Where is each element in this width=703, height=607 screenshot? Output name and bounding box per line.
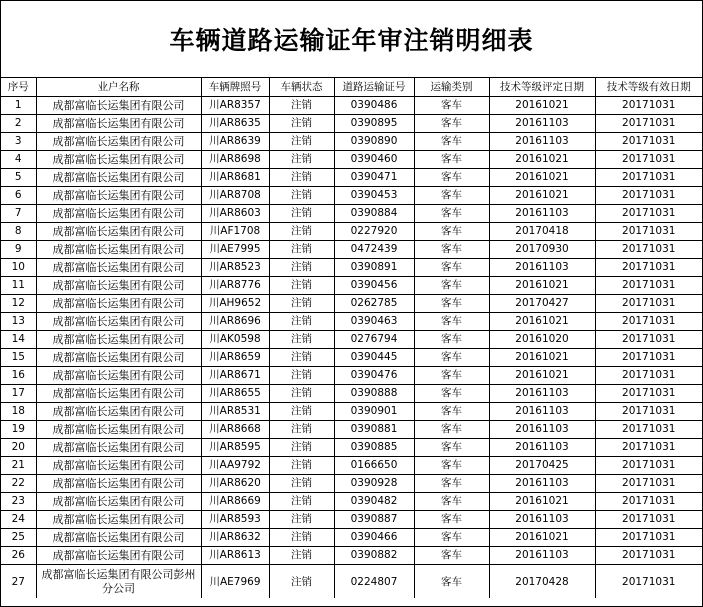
cell-status: 注销 [269, 97, 334, 115]
cell-plate: 川AR8531 [201, 403, 269, 421]
cell-status: 注销 [269, 187, 334, 205]
table-row [1, 187, 702, 205]
cell-plate: 川AR8698 [201, 151, 269, 169]
cell-eval-date: 20161103 [489, 385, 595, 403]
cell-owner: 成都富临长运集团有限公司 [36, 259, 201, 277]
cell-owner: 成都富临长运集团有限公司 [36, 277, 201, 295]
cell-eval-date: 20170427 [489, 295, 595, 313]
page-title: 车辆道路运输证年审注销明细表 [1, 1, 702, 78]
cell-eval-date: 20161103 [489, 259, 595, 277]
cell-category: 客车 [414, 475, 489, 493]
cell-owner: 成都富临长运集团有限公司 [36, 169, 201, 187]
cell-plate: 川AA9792 [201, 457, 269, 475]
cell-category: 客车 [414, 97, 489, 115]
cell-valid-date: 20171031 [595, 349, 702, 367]
cell-category: 客车 [414, 421, 489, 439]
header-row [1, 78, 702, 97]
table-row [1, 97, 702, 115]
cell-category: 客车 [414, 187, 489, 205]
cell-eval-date: 20161021 [489, 187, 595, 205]
cell-plate: 川AR8613 [201, 547, 269, 565]
table-row [1, 457, 702, 475]
table-row [1, 367, 702, 385]
cell-eval-date: 20161103 [489, 403, 595, 421]
header-index: 序号 [1, 78, 36, 97]
cell-plate: 川AR8659 [201, 349, 269, 367]
cell-eval-date: 20170425 [489, 457, 595, 475]
table-row [1, 421, 702, 439]
cell-plate: 川AR8696 [201, 313, 269, 331]
cell-plate: 川AR8671 [201, 367, 269, 385]
cell-status: 注销 [269, 349, 334, 367]
cell-plate: 川AR8776 [201, 277, 269, 295]
cell-owner: 成都富临长运集团有限公司 [36, 529, 201, 547]
cell-certificate: 0390888 [334, 385, 414, 403]
cell-status: 注销 [269, 295, 334, 313]
cell-eval-date: 20170930 [489, 241, 595, 259]
cell-valid-date: 20171031 [595, 529, 702, 547]
cell-valid-date: 20171031 [595, 475, 702, 493]
cell-status: 注销 [269, 169, 334, 187]
cell-owner: 成都富临长运集团有限公司 [36, 133, 201, 151]
cell-plate: 川AE7995 [201, 241, 269, 259]
cell-valid-date: 20171031 [595, 421, 702, 439]
cell-status: 注销 [269, 511, 334, 529]
cell-index: 15 [1, 349, 36, 367]
cell-status: 注销 [269, 457, 334, 475]
cell-owner: 成都富临长运集团有限公司 [36, 223, 201, 241]
cell-category: 客车 [414, 511, 489, 529]
cell-plate: 川AH9652 [201, 295, 269, 313]
header-eval-date: 技术等级评定日期 [489, 78, 595, 97]
cell-valid-date: 20171031 [595, 169, 702, 187]
table-row [1, 475, 702, 493]
table-row [1, 133, 702, 151]
cell-owner: 成都富临长运集团有限公司 [36, 475, 201, 493]
cell-valid-date: 20171031 [595, 223, 702, 241]
cell-valid-date: 20171031 [595, 331, 702, 349]
cell-category: 客车 [414, 385, 489, 403]
cell-index: 26 [1, 547, 36, 565]
cell-valid-date: 20171031 [595, 547, 702, 565]
cell-index: 3 [1, 133, 36, 151]
cell-index: 18 [1, 403, 36, 421]
cell-valid-date: 20171031 [595, 457, 702, 475]
cell-index: 10 [1, 259, 36, 277]
cell-eval-date: 20161021 [489, 349, 595, 367]
cell-index: 4 [1, 151, 36, 169]
cell-certificate: 0390890 [334, 133, 414, 151]
detail-table [1, 78, 702, 598]
cell-status: 注销 [269, 547, 334, 565]
cell-status: 注销 [269, 331, 334, 349]
cell-index: 23 [1, 493, 36, 511]
cell-index: 5 [1, 169, 36, 187]
cell-category: 客车 [414, 457, 489, 475]
cell-valid-date: 20171031 [595, 295, 702, 313]
cell-category: 客车 [414, 169, 489, 187]
table-row [1, 259, 702, 277]
cell-valid-date: 20171031 [595, 259, 702, 277]
cell-eval-date: 20161021 [489, 97, 595, 115]
cell-certificate: 0390476 [334, 367, 414, 385]
cell-index: 17 [1, 385, 36, 403]
cell-owner: 成都富临长运集团有限公司 [36, 151, 201, 169]
table-row [1, 331, 702, 349]
table-row [1, 241, 702, 259]
cell-owner: 成都富临长运集团有限公司彭州分公司 [36, 565, 201, 599]
cell-owner: 成都富临长运集团有限公司 [36, 403, 201, 421]
cell-index: 2 [1, 115, 36, 133]
table-row [1, 439, 702, 457]
cell-valid-date: 20171031 [595, 493, 702, 511]
cell-eval-date: 20170428 [489, 565, 595, 599]
cell-status: 注销 [269, 439, 334, 457]
cell-certificate: 0390881 [334, 421, 414, 439]
cell-certificate: 0224807 [334, 565, 414, 599]
header-category: 运输类别 [414, 78, 489, 97]
cell-plate: 川AR8681 [201, 169, 269, 187]
cell-index: 20 [1, 439, 36, 457]
cell-category: 客车 [414, 313, 489, 331]
cell-category: 客车 [414, 223, 489, 241]
cell-certificate: 0390895 [334, 115, 414, 133]
cell-status: 注销 [269, 133, 334, 151]
cell-eval-date: 20161103 [489, 133, 595, 151]
cell-valid-date: 20171031 [595, 97, 702, 115]
cell-owner: 成都富临长运集团有限公司 [36, 457, 201, 475]
cell-certificate: 0472439 [334, 241, 414, 259]
cell-owner: 成都富临长运集团有限公司 [36, 547, 201, 565]
cell-owner: 成都富临长运集团有限公司 [36, 349, 201, 367]
cell-eval-date: 20161020 [489, 331, 595, 349]
cell-owner: 成都富临长运集团有限公司 [36, 205, 201, 223]
cell-index: 6 [1, 187, 36, 205]
cell-eval-date: 20161021 [489, 151, 595, 169]
table-row [1, 313, 702, 331]
cell-status: 注销 [269, 367, 334, 385]
cell-category: 客车 [414, 205, 489, 223]
table-row [1, 295, 702, 313]
cell-status: 注销 [269, 421, 334, 439]
table-row [1, 223, 702, 241]
cell-owner: 成都富临长运集团有限公司 [36, 295, 201, 313]
cell-certificate: 0390463 [334, 313, 414, 331]
cell-status: 注销 [269, 403, 334, 421]
cell-owner: 成都富临长运集团有限公司 [36, 511, 201, 529]
cell-eval-date: 20161103 [489, 511, 595, 529]
cell-owner: 成都富临长运集团有限公司 [36, 241, 201, 259]
cell-status: 注销 [269, 565, 334, 599]
cell-valid-date: 20171031 [595, 115, 702, 133]
cell-valid-date: 20171031 [595, 367, 702, 385]
cell-owner: 成都富临长运集团有限公司 [36, 493, 201, 511]
table-row [1, 493, 702, 511]
cell-valid-date: 20171031 [595, 133, 702, 151]
table-row [1, 205, 702, 223]
cell-category: 客车 [414, 367, 489, 385]
cell-plate: 川AE7969 [201, 565, 269, 599]
cell-index: 12 [1, 295, 36, 313]
cell-eval-date: 20161103 [489, 205, 595, 223]
table-row [1, 115, 702, 133]
cell-eval-date: 20161103 [489, 421, 595, 439]
cell-plate: 川AF1708 [201, 223, 269, 241]
cell-eval-date: 20161021 [489, 367, 595, 385]
cell-index: 22 [1, 475, 36, 493]
cell-valid-date: 20171031 [595, 313, 702, 331]
cell-index: 1 [1, 97, 36, 115]
cell-index: 24 [1, 511, 36, 529]
cell-owner: 成都富临长运集团有限公司 [36, 331, 201, 349]
cell-status: 注销 [269, 277, 334, 295]
cell-certificate: 0390445 [334, 349, 414, 367]
header-certificate: 道路运输证号 [334, 78, 414, 97]
cell-category: 客车 [414, 565, 489, 599]
cell-eval-date: 20161021 [489, 529, 595, 547]
cell-plate: 川AR8669 [201, 493, 269, 511]
cell-valid-date: 20171031 [595, 277, 702, 295]
cell-eval-date: 20161021 [489, 493, 595, 511]
cell-category: 客车 [414, 277, 489, 295]
cell-owner: 成都富临长运集团有限公司 [36, 97, 201, 115]
cell-certificate: 0390460 [334, 151, 414, 169]
header-plate: 车辆牌照号 [201, 78, 269, 97]
cell-plate: 川AR8593 [201, 511, 269, 529]
cell-certificate: 0390885 [334, 439, 414, 457]
cell-category: 客车 [414, 547, 489, 565]
header-owner: 业户名称 [36, 78, 201, 97]
cell-status: 注销 [269, 385, 334, 403]
cell-plate: 川AR8595 [201, 439, 269, 457]
cell-certificate: 0390887 [334, 511, 414, 529]
cell-certificate: 0390471 [334, 169, 414, 187]
cell-category: 客车 [414, 259, 489, 277]
cell-valid-date: 20171031 [595, 205, 702, 223]
cell-valid-date: 20171031 [595, 151, 702, 169]
cell-eval-date: 20161103 [489, 547, 595, 565]
cell-certificate: 0390486 [334, 97, 414, 115]
cell-certificate: 0390891 [334, 259, 414, 277]
cell-category: 客车 [414, 439, 489, 457]
table-row [1, 565, 702, 599]
cell-plate: 川AR8708 [201, 187, 269, 205]
header-valid-date: 技术等级有效日期 [595, 78, 702, 97]
cell-plate: 川AR8620 [201, 475, 269, 493]
cell-category: 客车 [414, 403, 489, 421]
cell-index: 27 [1, 565, 36, 599]
cell-category: 客车 [414, 493, 489, 511]
cell-certificate: 0390482 [334, 493, 414, 511]
cell-index: 13 [1, 313, 36, 331]
cell-certificate: 0276794 [334, 331, 414, 349]
cell-status: 注销 [269, 259, 334, 277]
cell-plate: 川AR8603 [201, 205, 269, 223]
cell-certificate: 0390884 [334, 205, 414, 223]
cell-index: 14 [1, 331, 36, 349]
table-row [1, 349, 702, 367]
cell-eval-date: 20161103 [489, 475, 595, 493]
cell-category: 客车 [414, 241, 489, 259]
table-row [1, 529, 702, 547]
cell-valid-date: 20171031 [595, 565, 702, 599]
cell-index: 8 [1, 223, 36, 241]
cell-category: 客车 [414, 115, 489, 133]
cell-index: 25 [1, 529, 36, 547]
cell-eval-date: 20170418 [489, 223, 595, 241]
cell-category: 客车 [414, 133, 489, 151]
cell-status: 注销 [269, 115, 334, 133]
cell-owner: 成都富临长运集团有限公司 [36, 385, 201, 403]
cell-eval-date: 20161103 [489, 439, 595, 457]
cell-index: 19 [1, 421, 36, 439]
cell-certificate: 0262785 [334, 295, 414, 313]
cell-status: 注销 [269, 151, 334, 169]
cell-plate: 川AR8632 [201, 529, 269, 547]
cell-owner: 成都富临长运集团有限公司 [36, 187, 201, 205]
table-row [1, 385, 702, 403]
table-row [1, 547, 702, 565]
cell-index: 21 [1, 457, 36, 475]
cell-certificate: 0390466 [334, 529, 414, 547]
cell-certificate: 0390456 [334, 277, 414, 295]
cell-eval-date: 20161021 [489, 277, 595, 295]
cell-category: 客车 [414, 349, 489, 367]
cell-certificate: 0166650 [334, 457, 414, 475]
cell-plate: 川AK0598 [201, 331, 269, 349]
cell-status: 注销 [269, 529, 334, 547]
cell-status: 注销 [269, 205, 334, 223]
cell-status: 注销 [269, 475, 334, 493]
cell-plate: 川AR8639 [201, 133, 269, 151]
table-row [1, 403, 702, 421]
cell-certificate: 0390453 [334, 187, 414, 205]
cell-category: 客车 [414, 151, 489, 169]
cell-category: 客车 [414, 331, 489, 349]
cell-valid-date: 20171031 [595, 511, 702, 529]
table-row [1, 277, 702, 295]
table-row [1, 151, 702, 169]
cell-plate: 川AR8523 [201, 259, 269, 277]
cell-owner: 成都富临长运集团有限公司 [36, 313, 201, 331]
cell-valid-date: 20171031 [595, 403, 702, 421]
cell-plate: 川AR8655 [201, 385, 269, 403]
cell-valid-date: 20171031 [595, 385, 702, 403]
cell-status: 注销 [269, 313, 334, 331]
cell-valid-date: 20171031 [595, 439, 702, 457]
cell-certificate: 0227920 [334, 223, 414, 241]
cell-certificate: 0390901 [334, 403, 414, 421]
cell-eval-date: 20161103 [489, 115, 595, 133]
table-row [1, 169, 702, 187]
cell-valid-date: 20171031 [595, 187, 702, 205]
cell-eval-date: 20161021 [489, 313, 595, 331]
cell-index: 7 [1, 205, 36, 223]
header-status: 车辆状态 [269, 78, 334, 97]
cell-index: 9 [1, 241, 36, 259]
cell-status: 注销 [269, 493, 334, 511]
cell-certificate: 0390882 [334, 547, 414, 565]
cell-plate: 川AR8635 [201, 115, 269, 133]
cell-valid-date: 20171031 [595, 241, 702, 259]
cell-certificate: 0390928 [334, 475, 414, 493]
cell-category: 客车 [414, 529, 489, 547]
table-row [1, 511, 702, 529]
cell-owner: 成都富临长运集团有限公司 [36, 367, 201, 385]
cell-index: 11 [1, 277, 36, 295]
cell-plate: 川AR8357 [201, 97, 269, 115]
table-body [1, 97, 702, 599]
cell-plate: 川AR8668 [201, 421, 269, 439]
cell-status: 注销 [269, 241, 334, 259]
cell-status: 注销 [269, 223, 334, 241]
cell-eval-date: 20161021 [489, 169, 595, 187]
cell-owner: 成都富临长运集团有限公司 [36, 421, 201, 439]
cell-category: 客车 [414, 295, 489, 313]
cell-index: 16 [1, 367, 36, 385]
cell-owner: 成都富临长运集团有限公司 [36, 439, 201, 457]
cell-owner: 成都富临长运集团有限公司 [36, 115, 201, 133]
